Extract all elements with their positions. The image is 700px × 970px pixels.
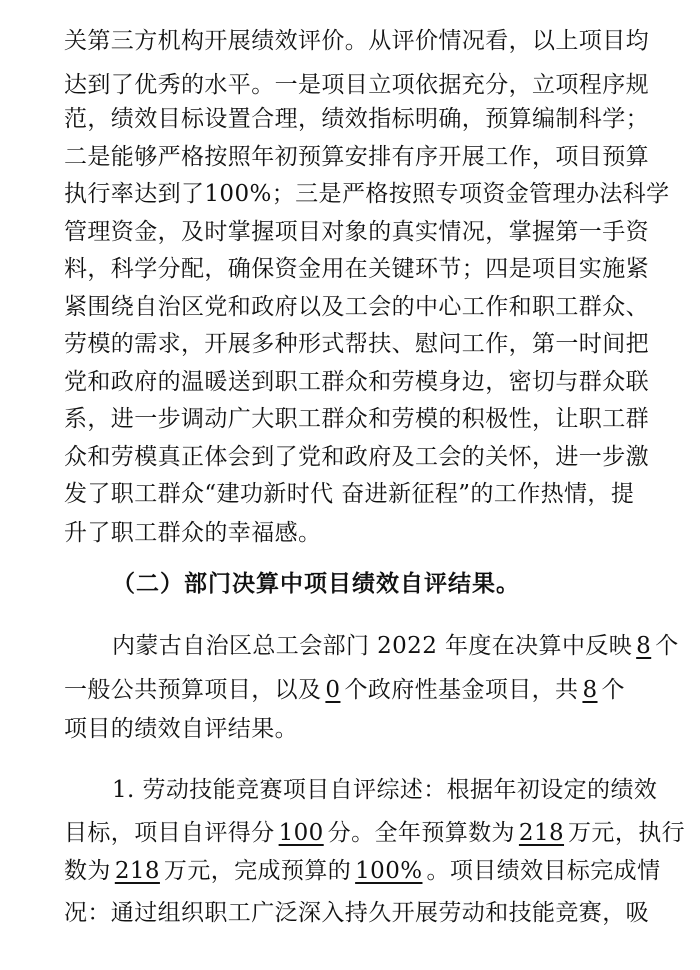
paragraph-3-text: 。项目绩效目标完成情 [426, 858, 661, 884]
paragraph-3-line-4: 况：通过组织职工广泛深入持久开展劳动和技能竞赛，吸 [64, 900, 649, 926]
paragraph-3-line-1: 1. 劳动技能竞赛项目自评综述：根据年初设定的绩效 [112, 777, 658, 803]
paragraph-1-line-8: 紧围绕自治区党和政府以及工会的中心工作和职工群众、 [64, 294, 649, 320]
paragraph-2-line-2 [64, 675, 636, 705]
paragraph-3-text: 万元，执行 [568, 820, 686, 846]
paragraph-1-line-12: 众和劳模真正体会到了党和政府及工会的关怀，进一步激 [64, 444, 649, 470]
paragraph-3-text: 目标，项目自评得分 [64, 820, 275, 846]
paragraph-1-line-6: 管理资金，及时掌握项目对象的真实情况，掌握第一手资 [64, 219, 649, 245]
paragraph-1-line-13: 发了职工群众“建功新时代 奋进新征程”的工作热情，提 [64, 481, 635, 507]
paragraph-2-text: 个 [601, 677, 625, 703]
paragraph-1-line-2: 达到了优秀的水平。一是项目立项依据充分，立项程序规 [64, 72, 649, 98]
paragraph-1-line-14: 升了职工群众的幸福感。 [64, 520, 322, 546]
completion-rate: 100% [355, 858, 423, 884]
government-fund-project-count: 0 [325, 677, 341, 703]
paragraph-1-line-3: 范，绩效目标设置合理，绩效指标明确，预算编制科学； [64, 106, 649, 132]
paragraph-2-text: 内蒙古自治区总工会部门 2022 年度在决算中反映 [112, 633, 633, 659]
total-project-count: 8 [582, 677, 598, 703]
paragraph-1-line-11: 系，进一步调动广大职工群众和劳模的积极性，让职工群 [64, 406, 649, 432]
execution-amount: 218 [114, 858, 160, 884]
paragraph-3-text: 分。全年预算数为 [327, 820, 515, 846]
paragraph-1-line-1: 关第三方机构开展绩效评价。从评价情况看，以上项目均 [64, 28, 649, 54]
paragraph-2-text: 一般公共预算项目，以及 [64, 677, 322, 703]
paragraph-1-line-9: 劳模的需求，开展多种形式帮扶、慰问工作，第一时间把 [64, 331, 649, 357]
paragraph-2-line-1 [112, 631, 679, 661]
paragraph-1-line-4: 二是能够严格按照年初预算安排有序开展工作，项目预算 [64, 144, 649, 170]
paragraph-1-line-7: 料，科学分配，确保资金用在关键环节；四是项目实施紧 [64, 256, 649, 282]
paragraph-3-line-3 [64, 856, 661, 886]
paragraph-1-line-5: 执行率达到了100%；三是严格按照专项资金管理办法科学 [64, 181, 670, 207]
paragraph-3-text: 万元，完成预算的 [163, 858, 352, 884]
paragraph-2-text: 个政府性基金项目，共 [344, 677, 579, 703]
paragraph-2-line-3: 项目的绩效自评结果。 [64, 716, 298, 742]
paragraph-1-line-10: 党和政府的温暖送到职工群众和劳模身边，密切与群众联 [64, 369, 649, 395]
paragraph-3-line-2 [64, 818, 686, 848]
self-evaluation-score: 100 [278, 820, 324, 846]
paragraph-2-text: 个 [655, 633, 679, 659]
annual-budget-amount: 218 [518, 820, 565, 846]
general-budget-project-count: 8 [636, 633, 652, 659]
paragraph-3-text: 数为 [64, 858, 111, 884]
section-heading: （二）部门决算中项目绩效自评结果。 [112, 570, 520, 597]
